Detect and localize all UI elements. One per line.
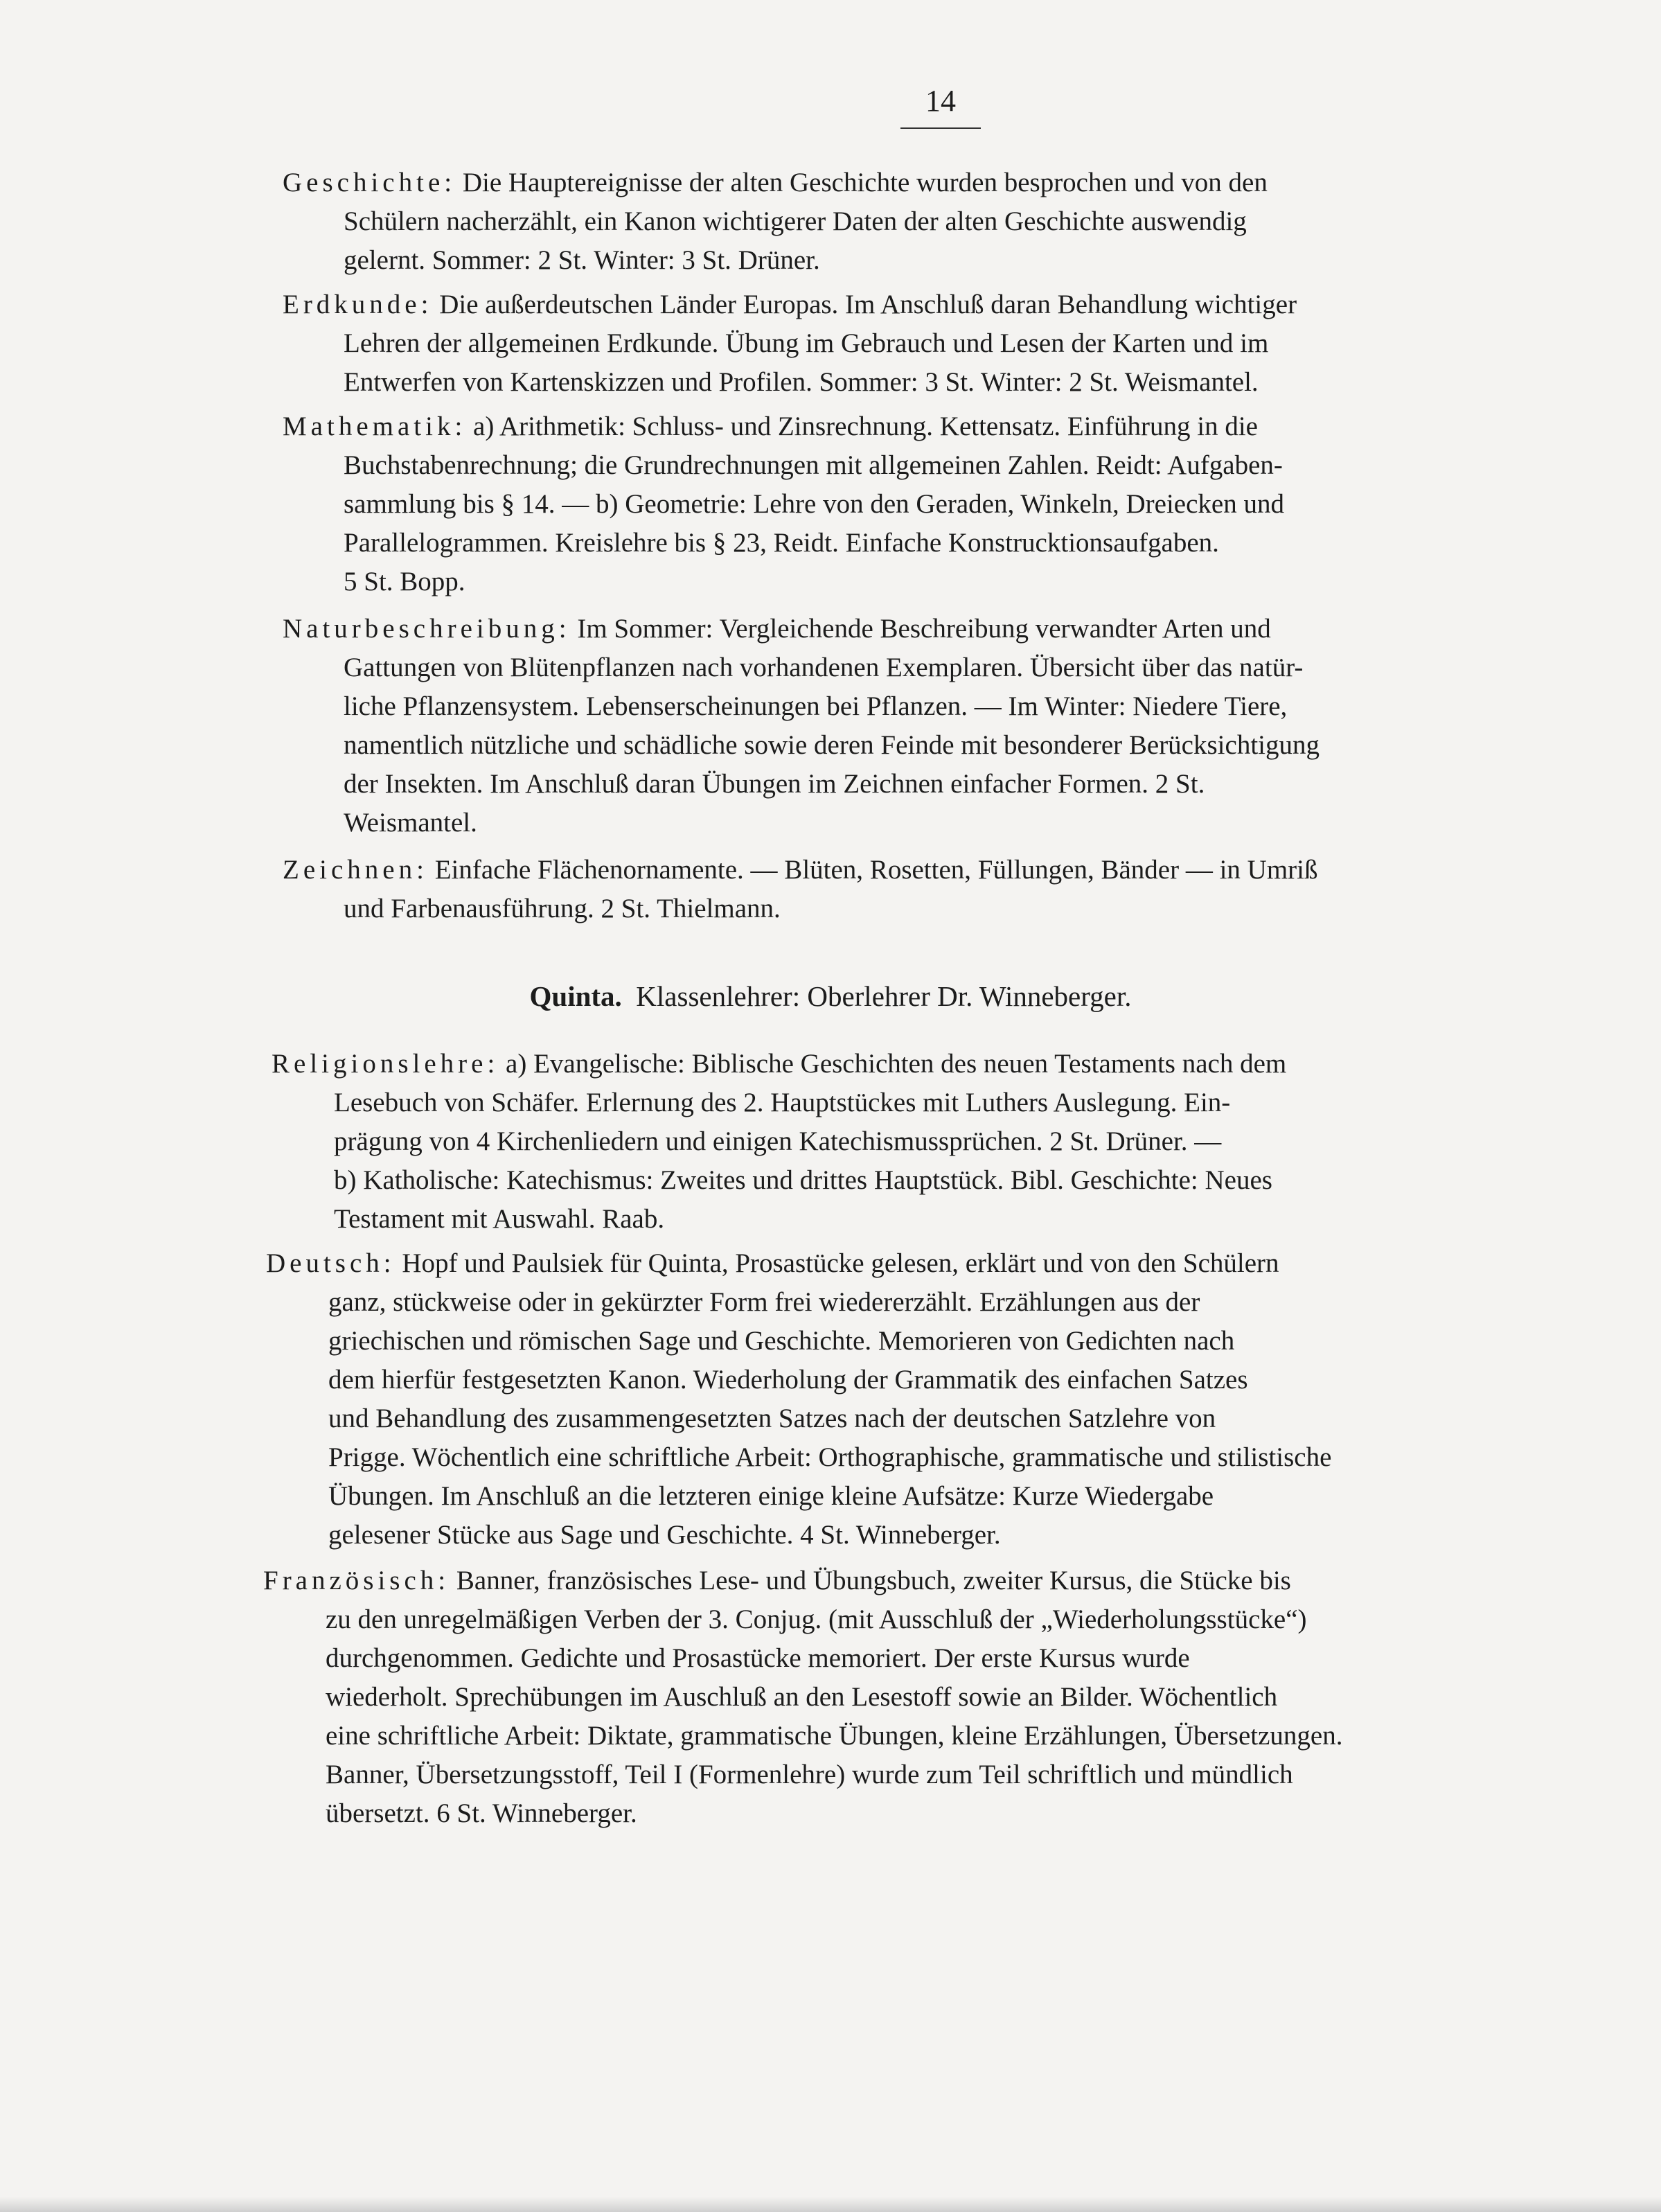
section-line: prägung von 4 Kirchenliedern und einigen Katechismussprüchen. 2 St. Drüner. —: [334, 1126, 1222, 1156]
section-line: Buchstabenrechnung; die Grundrechnungen mit allgemeinen Zahlen. Reidt: Aufgaben-: [344, 450, 1283, 480]
section-line: Schülern nacherzählt, ein Kanon wichtigerer Daten der alten Geschichte auswendig: [344, 206, 1247, 236]
section-line: ganz, stückweise oder in gekürzter Form frei wiedererzählt. Erzählungen aus der: [328, 1287, 1200, 1317]
section-line: [283, 163, 1268, 202]
class-heading: [0, 975, 1661, 1017]
section-line: griechischen und römischen Sage und Geschichte. Memorieren von Gedichten nach: [328, 1326, 1235, 1356]
section-text: Hopf und Paulsiek für Quinta, Prosastücke gelesen, erklärt und von den Schülern: [402, 1248, 1279, 1278]
page-number-rule: [900, 127, 981, 129]
section-line: und Farbenausführung. 2 St. Thielmann.: [344, 894, 781, 923]
section-line: Lesebuch von Schäfer. Erlernung des 2. Hauptstückes mit Luthers Auslegung. Ein-: [334, 1088, 1231, 1117]
section-line: durchgenommen. Gedichte und Prosastücke memoriert. Der erste Kursus wurde: [326, 1643, 1190, 1673]
section-line: zu den unregelmäßigen Verben der 3. Conjug. (mit Ausschluß der „Wiederholungsstücke“): [326, 1604, 1307, 1634]
section-line: und Behandlung des zusammengesetzten Satzes nach der deutschen Satzlehre von: [328, 1404, 1216, 1433]
section-line: gelernt. Sommer: 2 St. Winter: 3 St. Drüner.: [344, 245, 820, 275]
section-line: sammlung bis § 14. — b) Geometrie: Lehre von den Geraden, Winkeln, Dreiecken und: [344, 489, 1284, 519]
section-line: Banner, Übersetzungsstoff, Teil I (Formenlehre) wurde zum Teil schriftlich und mündlich: [326, 1760, 1293, 1789]
section-line: Weismantel.: [344, 808, 477, 838]
section-line: [283, 407, 1258, 446]
section-line: Entwerfen von Kartenskizzen und Profilen. Sommer: 3 St. Winter: 2 St. Weismantel.: [344, 367, 1259, 397]
section-text: Im Sommer: Vergleichende Beschreibung verwandter Arten und: [577, 614, 1271, 644]
section-line: Übungen. Im Anschluß an die letzteren einige kleine Aufsätze: Kurze Wiedergabe: [328, 1481, 1214, 1511]
section-line: wiederholt. Sprechübungen im Auschluß an den Lesestoff sowie an Bilder. Wöchentlich: [326, 1682, 1278, 1712]
section-line: Parallelogrammen. Kreislehre bis § 23, Reidt. Einfache Konstrucktionsaufgaben.: [344, 528, 1219, 558]
section-text: Einfache Flächenornamente. — Blüten, Rosetten, Füllungen, Bänder — in Umriß: [434, 855, 1318, 885]
section-line: [283, 610, 1271, 648]
section-line: Prigge. Wöchentlich eine schriftliche Arbeit: Orthographische, grammatische und stilistische: [328, 1442, 1332, 1472]
page-number: 14: [925, 84, 956, 118]
class-heading-text: Klassenlehrer: Oberlehrer Dr. Winneberger.: [636, 980, 1132, 1012]
section-text: a) Evangelische: Biblische Geschichten des neuen Testaments nach dem: [506, 1049, 1287, 1079]
section-text: Die außerdeutschen Länder Europas. Im Anschluß daran Behandlung wichtiger: [439, 290, 1297, 319]
section-line: gelesener Stücke aus Sage und Geschichte. 4 St. Winneberger.: [328, 1520, 1001, 1550]
section-heading: Geschichte:: [283, 168, 456, 197]
class-heading-title: Quinta.: [529, 980, 622, 1012]
section-line: 5 St. Bopp.: [344, 567, 465, 596]
section-line: Lehren der allgemeinen Erdkunde. Übung im Gebrauch und Lesen der Karten und im: [344, 328, 1269, 358]
section-heading: Religionslehre:: [272, 1049, 499, 1079]
section-line: Gattungen von Blütenpflanzen nach vorhandenen Exemplaren. Übersicht über das natür-: [344, 653, 1304, 682]
section-heading: Mathematik:: [283, 412, 467, 441]
section-heading: Naturbeschreibung:: [283, 614, 571, 644]
section-heading: Französisch:: [263, 1566, 450, 1595]
section-line: [272, 1045, 1286, 1083]
section-line: liche Pflanzensystem. Lebenserscheinungen bei Pflanzen. — Im Winter: Niedere Tiere,: [344, 691, 1288, 721]
section-line: [266, 1244, 1279, 1283]
section-line: der Insekten. Im Anschluß daran Übungen im Zeichnen einfacher Formen. 2 St.: [344, 769, 1205, 799]
section-line: [283, 851, 1317, 890]
section-line: übersetzt. 6 St. Winneberger.: [326, 1798, 637, 1828]
section-text: a) Arithmetik: Schluss- und Zinsrechnung. Kettensatz. Einführung in die: [473, 412, 1258, 441]
section-heading: Zeichnen:: [283, 855, 428, 885]
section-line: eine schriftliche Arbeit: Diktate, grammatische Übungen, kleine Erzählungen, Übersetzungen.: [326, 1721, 1343, 1751]
section-line: [263, 1561, 1291, 1600]
section-text: Banner, französisches Lese- und Übungsbuch, zweiter Kursus, die Stücke bis: [456, 1566, 1291, 1595]
section-text: Die Hauptereignisse der alten Geschichte wurden besprochen und von den: [462, 168, 1268, 197]
section-line: Testament mit Auswahl. Raab.: [334, 1204, 665, 1234]
section-heading: Erdkunde:: [283, 290, 433, 319]
section-line: namentlich nützliche und schädliche sowie deren Feinde mit besonderer Berücksichtigung: [344, 730, 1320, 760]
page-bottom-edge: [0, 2197, 1661, 2212]
section-heading: Deutsch:: [266, 1248, 396, 1278]
section-line: b) Katholische: Katechismus: Zweites und drittes Hauptstück. Bibl. Geschichte: Neues: [334, 1165, 1272, 1195]
section-line: [283, 285, 1297, 324]
section-line: dem hierfür festgesetzten Kanon. Wiederholung der Grammatik des einfachen Satzes: [328, 1365, 1248, 1395]
